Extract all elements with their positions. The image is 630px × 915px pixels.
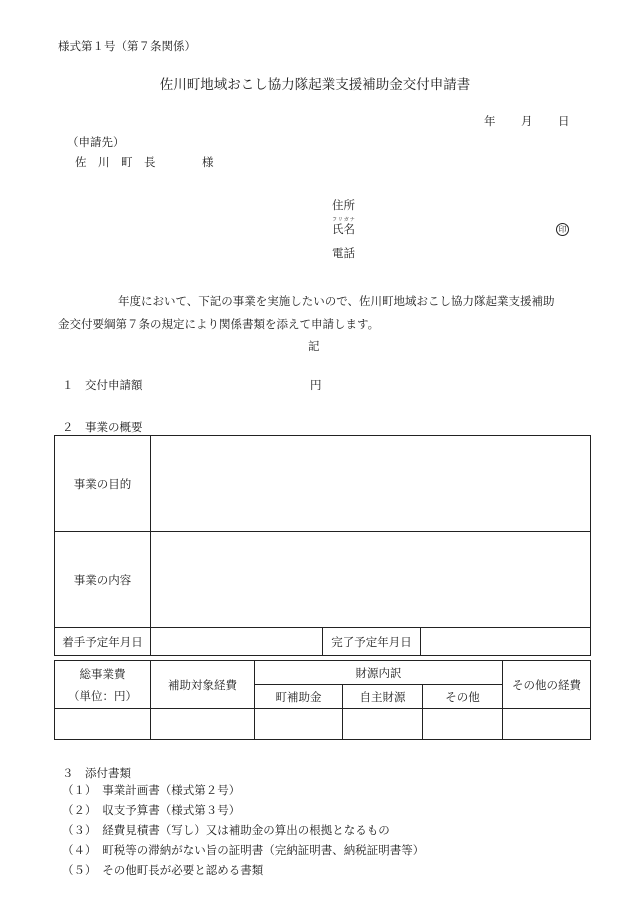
body-text-line1: 年度において、下記の事業を実施したいので、佐川町地域おこし協力隊起業支援補助 <box>118 294 555 308</box>
address-label: 住所 <box>332 198 355 212</box>
purpose-field[interactable] <box>151 436 591 532</box>
town-subsidy-field[interactable] <box>255 709 343 740</box>
attachment-item: （５） その他町長が必要と認める書類 <box>62 863 264 877</box>
yen-unit: 円 <box>310 378 322 392</box>
purpose-label: 事業の目的 <box>55 436 151 532</box>
section1-label: １ 交付申請額 <box>62 378 143 392</box>
form-title: 佐川町地域おこし協力隊起業支援補助金交付申請書 <box>159 77 471 93</box>
date-year: 年 <box>484 114 496 128</box>
seal-mark: 印 <box>556 223 569 236</box>
eligible-cost-field[interactable] <box>151 709 255 740</box>
attachments-list <box>62 780 424 880</box>
total-cost-unit: （単位：円） <box>68 688 137 703</box>
start-date-label: 着手予定年月日 <box>55 628 151 656</box>
attachment-item: （１） 事業計画書（様式第２号） <box>62 783 241 797</box>
total-cost-field[interactable] <box>55 709 151 740</box>
funding-breakdown-header: 財源内訳 <box>255 661 503 685</box>
total-cost-header <box>55 661 151 709</box>
section3-label: ３ 添付書類 <box>62 766 131 780</box>
attachment-item: （２） 収支予算書（様式第３号） <box>62 803 241 817</box>
own-funds-field[interactable] <box>343 709 423 740</box>
eligible-cost-header: 補助対象経費 <box>151 661 255 709</box>
attachment-item: （４） 町税等の滞納がない旨の証明書（完納証明書、納税証明書等） <box>62 843 425 857</box>
recipient-honorific: 様 <box>202 155 214 169</box>
phone-label: 電話 <box>332 246 355 260</box>
end-date-field[interactable] <box>421 628 591 656</box>
recipient-label: （申請先） <box>67 135 125 149</box>
section2-label: ２ 事業の概要 <box>62 420 143 434</box>
name-ruby: フリガナ <box>332 217 356 223</box>
other-funds-field[interactable] <box>423 709 503 740</box>
ki-label: 記 <box>308 339 320 353</box>
own-funds-header: 自主財源 <box>343 685 423 709</box>
town-subsidy-header: 町補助金 <box>255 685 343 709</box>
body-text-line2: 金交付要綱第７条の規定により関係書類を添えて申請します。 <box>58 317 380 331</box>
attachment-item: （３） 経費見積書（写し）又は補助金の算出の根拠となるもの <box>62 823 390 837</box>
name-label: 氏名 <box>332 222 355 236</box>
content-label: 事業の内容 <box>55 532 151 628</box>
budget-table <box>54 660 591 740</box>
form-number-label: 様式第１号（第７条関係） <box>58 39 196 53</box>
other-expenses-header: その他の経費 <box>503 661 591 709</box>
recipient-name: 佐 川 町 長 <box>75 155 156 169</box>
business-overview-table <box>54 435 591 656</box>
date-day: 日 <box>558 114 570 128</box>
other-funds-header: その他 <box>423 685 503 709</box>
total-cost-label: 総事業費 <box>79 666 126 681</box>
content-field[interactable] <box>151 532 591 628</box>
start-date-field[interactable] <box>151 628 323 656</box>
date-month: 月 <box>521 114 533 128</box>
end-date-label: 完了予定年月日 <box>323 628 421 656</box>
other-expenses-field[interactable] <box>503 709 591 740</box>
